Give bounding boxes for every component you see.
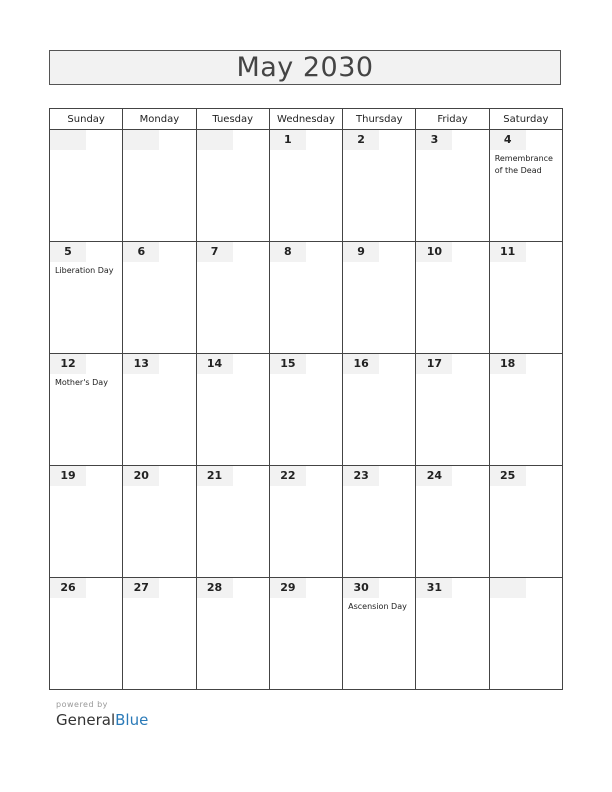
- day-number: 14: [197, 354, 233, 374]
- day-cell: [123, 578, 196, 690]
- day-cell: [196, 466, 269, 578]
- day-number: 20: [123, 466, 159, 486]
- day-number: 7: [197, 242, 233, 262]
- week-row: [50, 130, 563, 242]
- day-cell: [123, 354, 196, 466]
- day-number: 28: [197, 578, 233, 598]
- day-number: 29: [270, 578, 306, 598]
- day-number: 10: [416, 242, 452, 262]
- day-number: 17: [416, 354, 452, 374]
- day-number: 30: [343, 578, 379, 598]
- day-number: 22: [270, 466, 306, 486]
- brand-logo: [56, 711, 148, 729]
- day-cell: [489, 242, 562, 354]
- weekday-header: Wednesday: [269, 109, 342, 130]
- day-cell: [343, 466, 416, 578]
- day-number: 18: [490, 354, 526, 374]
- day-number: 9: [343, 242, 379, 262]
- day-cell: [343, 130, 416, 242]
- day-cell: [50, 242, 123, 354]
- day-cell: [269, 578, 342, 690]
- day-cell: [489, 130, 562, 242]
- day-cell: [269, 354, 342, 466]
- day-number: 8: [270, 242, 306, 262]
- weekday-header: Friday: [416, 109, 489, 130]
- holiday-label: Mother's Day: [55, 378, 108, 387]
- brand-general: General: [56, 711, 116, 729]
- brand-blue: Blue: [115, 711, 149, 729]
- day-cell: [123, 242, 196, 354]
- holiday-label: Liberation Day: [55, 266, 114, 275]
- day-cell: [196, 130, 269, 242]
- day-number: 13: [123, 354, 159, 374]
- day-number: 11: [490, 242, 526, 262]
- day-cell: [50, 578, 123, 690]
- day-number: 5: [50, 242, 86, 262]
- day-number: 1: [270, 130, 306, 150]
- weekday-header-row: [50, 109, 563, 130]
- powered-by-text: powered by: [56, 700, 108, 709]
- day-number: 27: [123, 578, 159, 598]
- day-cell: [489, 578, 562, 690]
- day-number: [50, 130, 86, 150]
- week-row: [50, 354, 563, 466]
- day-cell: [269, 242, 342, 354]
- day-cell: [196, 354, 269, 466]
- day-cell: [196, 242, 269, 354]
- day-number: 23: [343, 466, 379, 486]
- day-cell: [416, 130, 489, 242]
- day-number: [197, 130, 233, 150]
- calendar-title-box: [49, 50, 561, 85]
- weekday-header: Sunday: [50, 109, 123, 130]
- day-cell: [416, 466, 489, 578]
- day-number: [490, 578, 526, 598]
- weekday-header: Monday: [123, 109, 196, 130]
- day-number: 12: [50, 354, 86, 374]
- weekday-header: Tuesday: [196, 109, 269, 130]
- week-row: [50, 466, 563, 578]
- day-cell: [196, 578, 269, 690]
- day-cell: [416, 354, 489, 466]
- day-number: 21: [197, 466, 233, 486]
- day-number: 15: [270, 354, 306, 374]
- day-cell: [343, 578, 416, 690]
- weekday-header: Saturday: [489, 109, 562, 130]
- holiday-label: Remembrance of the Dead: [494, 154, 553, 175]
- day-cell: [123, 466, 196, 578]
- holiday-label: Ascension Day: [348, 602, 407, 611]
- day-number: 25: [490, 466, 526, 486]
- calendar-grid: [49, 108, 563, 690]
- day-cell: [416, 242, 489, 354]
- weekday-header: Thursday: [343, 109, 416, 130]
- day-number: 2: [343, 130, 379, 150]
- day-number: 24: [416, 466, 452, 486]
- day-cell: [269, 466, 342, 578]
- week-row: [50, 578, 563, 690]
- day-number: 31: [416, 578, 452, 598]
- week-row: [50, 242, 563, 354]
- day-cell: [269, 130, 342, 242]
- day-cell: [123, 130, 196, 242]
- day-number: [123, 130, 159, 150]
- day-number: 16: [343, 354, 379, 374]
- footer: [56, 700, 148, 729]
- day-cell: [343, 354, 416, 466]
- day-cell: [50, 354, 123, 466]
- day-number: 19: [50, 466, 86, 486]
- day-cell: [489, 466, 562, 578]
- day-number: 3: [416, 130, 452, 150]
- day-cell: [50, 130, 123, 242]
- day-number: 6: [123, 242, 159, 262]
- day-cell: [50, 466, 123, 578]
- day-cell: [416, 578, 489, 690]
- calendar-title: May 2030: [236, 52, 374, 83]
- day-cell: [489, 354, 562, 466]
- day-cell: [343, 242, 416, 354]
- day-number: 26: [50, 578, 86, 598]
- day-number: 4: [490, 130, 526, 150]
